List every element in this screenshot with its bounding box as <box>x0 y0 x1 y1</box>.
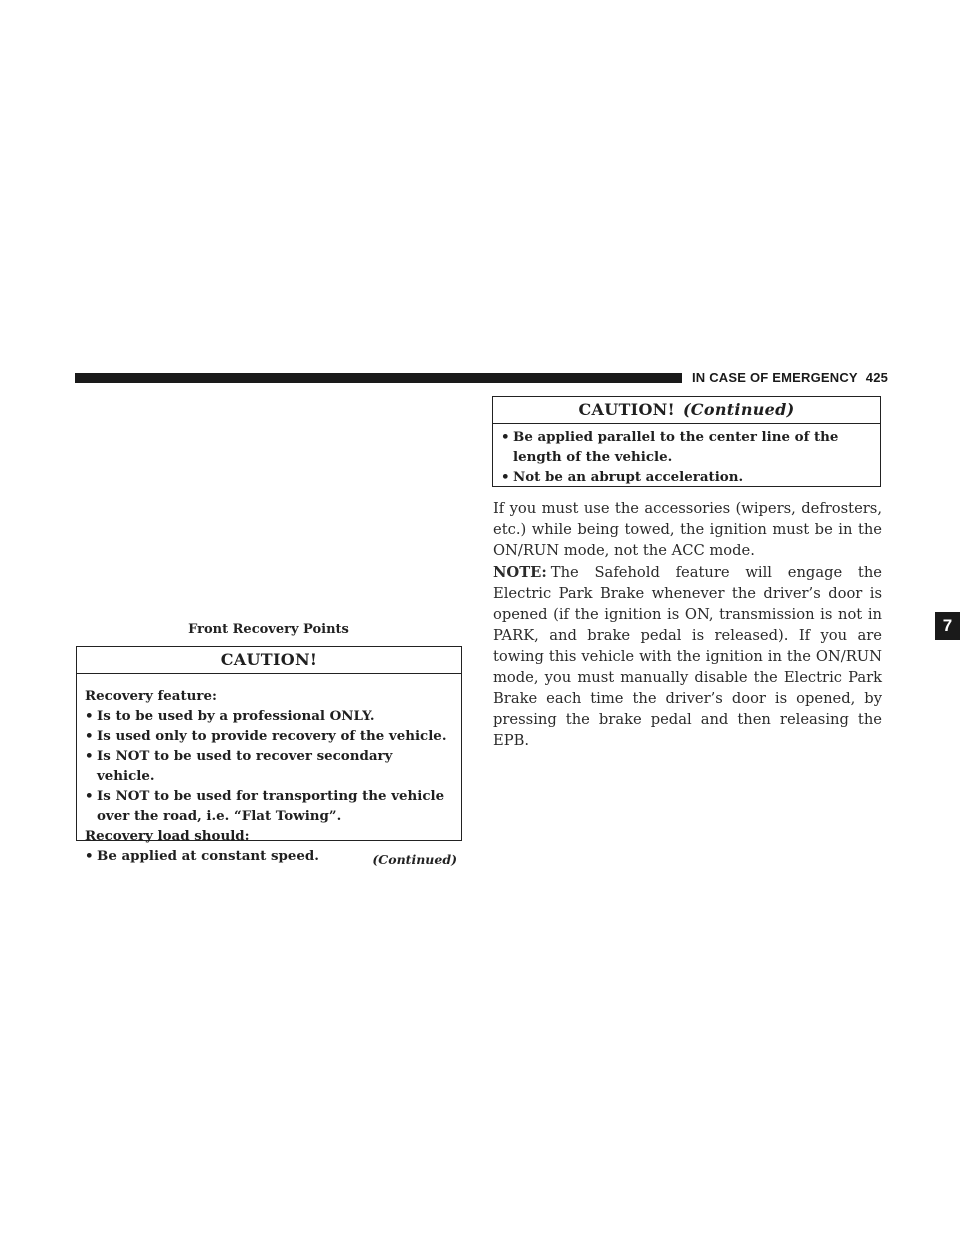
caution-box-continued <box>492 396 881 487</box>
running-header <box>692 369 888 387</box>
bullet-icon: • <box>85 848 94 864</box>
bullet-icon: • <box>85 748 94 764</box>
list-item: • Is used only to provide recovery of the vehicle. <box>85 728 447 744</box>
note-paragraph <box>493 562 882 751</box>
list-item: • Be applied parallel to the center line of the length of the vehicle. <box>501 429 839 465</box>
note-text: The Safehold feature will engage the Electric Park Brake whenever the driver’s door is opened (if the ignition is ON, transmission is not in PARK, and brake pedal is released). If you are towing this vehicle with the ignition in the ON/RUN mode, you must manually disable the Electric Park Brake each time the driver’s door is opened, by pressing the brake pedal and then releasing the EPB. <box>493 564 882 749</box>
caution-title: CAUTION! <box>77 647 461 674</box>
list-item: • Is to be used by a professional ONLY. <box>85 708 375 724</box>
list-item: • Is NOT to be used for transporting the vehicle over the road, i.e. “Flat Towing”. <box>85 788 445 824</box>
bullet-icon: • <box>85 728 94 744</box>
list-item: • Be applied at constant speed. <box>85 848 319 864</box>
section-title: IN CASE OF EMERGENCY <box>692 370 858 385</box>
body-paragraph: If you must use the accessories (wipers, defrosters, etc.) while being towed, the ignition must be in the ON/RUN mode, not the ACC mode. <box>493 500 882 559</box>
caution-intro: Recovery feature: <box>85 688 217 704</box>
bullet-icon: • <box>85 788 94 804</box>
bullet-icon: • <box>85 708 94 724</box>
list-item: • Is NOT to be used to recover secondary vehicle. <box>85 748 393 784</box>
bullet-icon: • <box>501 429 510 445</box>
header-rule <box>75 373 682 383</box>
caution-title: CAUTION! (Continued) <box>493 397 880 424</box>
bullet-icon: • <box>501 469 510 485</box>
continued-label: (Continued) <box>372 852 457 867</box>
chapter-tab: 7 <box>935 612 960 640</box>
list-item: • Not be an abrupt acceleration. <box>501 469 744 485</box>
caution-body <box>493 424 880 487</box>
page-number: 425 <box>865 370 889 385</box>
figure-caption: Front Recovery Points <box>188 622 349 637</box>
caution-body <box>77 674 461 866</box>
caution-load-heading: Recovery load should: <box>85 828 250 844</box>
note-label: NOTE: <box>493 564 547 581</box>
